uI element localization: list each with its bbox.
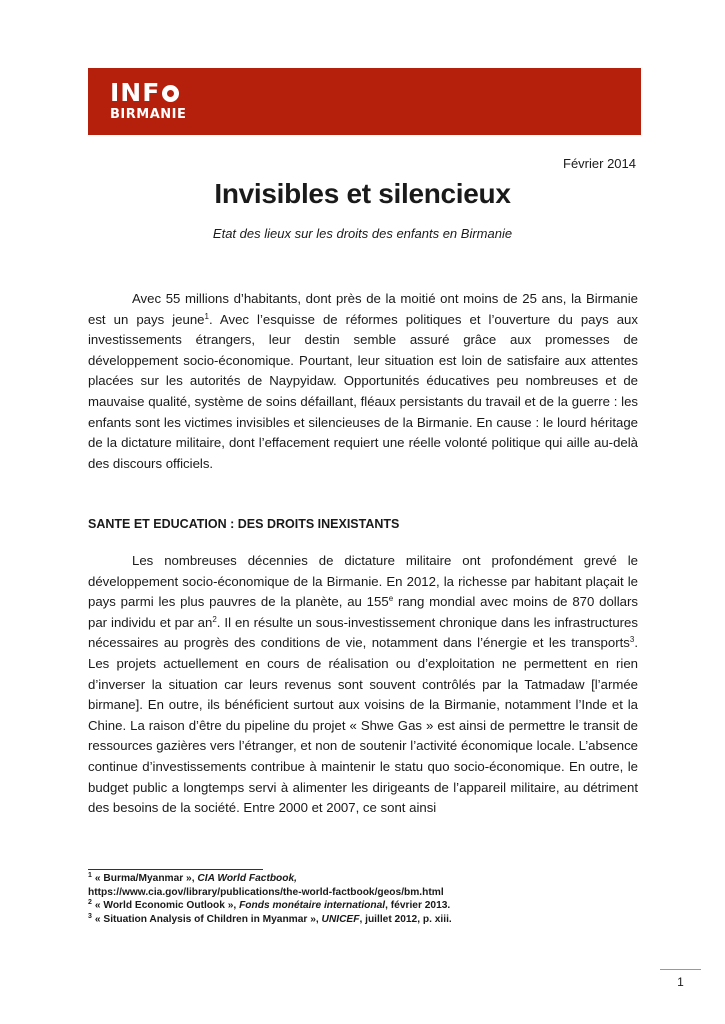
footnote-1 (88, 872, 648, 886)
section-paragraph (88, 551, 638, 819)
intro-text-1: Avec 55 millions d’habitants, dont près de la moitié ont moins de 25 ans, la Birmanie est un pays jeune (88, 291, 638, 327)
footnote-ref-3[interactable]: 3 (629, 635, 635, 645)
footnote-text-end: , juillet 2012, p. xiii. (359, 913, 452, 925)
footnote-source: CIA World Factbook, (197, 873, 298, 884)
document-subtitle: Etat des lieux sur les droits des enfants en Birmanie (212, 226, 513, 241)
logo-text: INF (110, 78, 161, 107)
intro-text-2: . Avec l’esquisse de réformes politiques et l’ouverture du pays aux investissements étrangers, leur destin semble assuré grâce aux promesses de développement socio-économique. Pourtant, leur situation est loin de satisfaire aux attentes placées sur les autorités de Naypyidaw. Opportunités éducatives peu nombreuses et de mauvaise qualité, système de soins défaillant, fléaux persistants du travail et de la guerre : les enfants sont les victimes invisibles et silencieuses de la Birmanie. En cause : le lourd héritage de la dictature militaire, dont l’effacement requiert une réelle volonté politique qui aille au-delà des discours officiels. (88, 311, 638, 471)
ordinal-superscript: e (388, 594, 394, 604)
footnote-2 (88, 899, 648, 913)
document-title: Invisibles et silencieux (214, 178, 511, 209)
footnote-text-end: , février 2013. (385, 900, 451, 911)
info-birmanie-logo (110, 80, 186, 122)
footnote-ref-1[interactable]: 1 (204, 311, 209, 321)
footnote-1-url[interactable]: https://www.cia.gov/library/publications/the-world-factbook/geos/bm.html (88, 886, 444, 898)
footnote-3 (88, 913, 648, 927)
section-heading: SANTE ET EDUCATION : DES DROITS INEXISTANTS (88, 517, 400, 531)
footnote-source: Fonds monétaire international (239, 900, 386, 911)
footnote-text: « World Economic Outlook », (94, 900, 240, 911)
logo-wordmark (110, 80, 186, 106)
footnote-number: 3 (88, 912, 92, 920)
page-number-rule (660, 969, 701, 970)
section-text-1: Les nombreuses décennies de dictature militaire ont profondément grevé le développement socio-économique de la Birmanie. En 2012, la richesse par habitant plaçait le pays parmi les plus pauvres de la planète, au 155 (88, 553, 638, 610)
footnote-number: 1 (88, 872, 92, 879)
page-number: 1 (677, 975, 684, 989)
logo-o-ring-icon (162, 85, 179, 102)
section-text-2: rang mondial avec moins de 870 dollars par individu et par an (88, 594, 638, 630)
footnote-source: UNICEF (321, 913, 360, 925)
footnote-ref-2[interactable]: 2 (212, 614, 217, 624)
footnote-separator (88, 869, 263, 870)
header-banner (88, 68, 641, 135)
logo-subtitle: BIRMANIE (110, 107, 187, 122)
intro-paragraph (88, 289, 638, 474)
section-text-3: . Il en résulte un sous-investissement chronique dans les infrastructures nécessaires au progrès des conditions de vie, notamment dans l’énergie et les transports (88, 614, 638, 651)
section-text-4: . Les projets actuellement en cours de réalisation ou d’exploitation ne permettent en rien d’inverser la situation car leurs revenus sont souvent contrôlés par la Tatmadaw [l’armée birmane]. En outre, ils bénéficient surtout aux voisins de la Birmanie, notamment l’Inde et la Chine. La raison d’être du pipeline du projet « Shwe Gas » est ainsi de permettre le transit de ressources gazières vers l’étranger, et non de soutenir l’activité économique locale. L’absence continue d’investissements contribue à maintenir le statu quo socio-économique. En outre, le budget public a longtemps servi à alimenter les dirigeants de l’appareil militaire, au détriment des besoins de la société. Entre 2000 et 2007, ce sont ainsi (88, 635, 638, 816)
document-date: Février 2014 (563, 156, 636, 171)
footnote-number: 2 (88, 899, 92, 906)
footnotes (88, 872, 648, 926)
footnote-text: « Situation Analysis of Children in Myanmar », (94, 913, 322, 925)
footnote-text: « Burma/Myanmar », (94, 873, 198, 884)
